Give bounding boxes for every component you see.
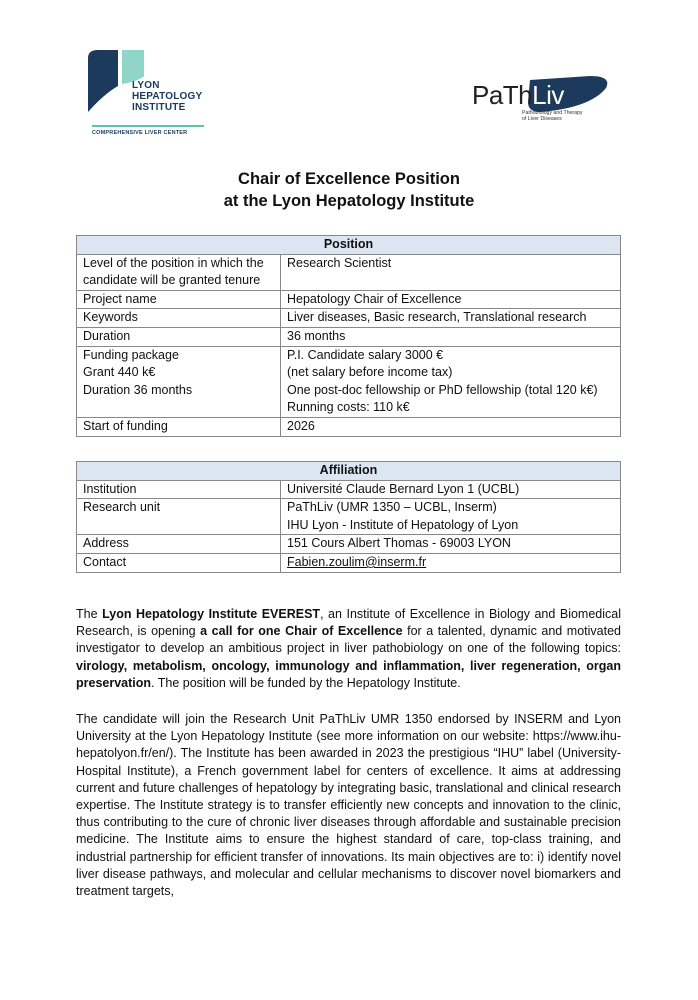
- table-row: Keywords Liver diseases, Basic research, Translational research: [77, 309, 621, 328]
- body-paragraph: The candidate will join the Research Unit PaThLiv UMR 1350 endorsed by INSERM and Lyon University at the Lyon Hepatology Institute (see more information on our website: https://www.ihu-hepatolyon.fr/en/). The Institute has been awarded in 2023 the prestigious “IHU” label (University-Hospital Institute), a French government label for centers of excellence. It aims at addressing current and future challenges of hepatology by integrating basic, translational and clinical research expertise. The Institute strategy is to transfer efficiently new concepts and innovation to the clinic, thus contributing to the cure of chronic liver diseases through affordable and sustainable precision medicine. The Institute aims to ensure the highest standard of care, top-class training, and industrial partnership for efficient transfer of innovations. Its main objectives are to: i) identify novel liver disease pathways, and molecular and cellular mechanisms to discover novel biomarkers and treatment targets,: [76, 712, 621, 899]
- table-row: Research unit PaThLiv (UMR 1350 – UCBL, Inserm) IHU Lyon - Institute of Hepatology of Lyon: [77, 499, 621, 535]
- logo-right-wordmark: PaThLiv: [472, 80, 564, 110]
- page-title: Chair of Excellence Position at the Lyon Hepatology Institute: [223, 170, 475, 210]
- table-row: Funding package Grant 440 k€ Duration 36 months P.I. Candidate salary 3000 € (net salary before income tax) One post-doc fellowship or PhD fellowship (total 120 k€) Running costs: 110 k€: [77, 346, 621, 417]
- position-table: [76, 235, 621, 437]
- table-row: Start of funding 2026: [77, 417, 621, 436]
- table-header: Position: [77, 236, 621, 255]
- pathliv-logo: [470, 74, 630, 128]
- logo-right-subtitle: Pathobiology and Therapy of Liver Diseases: [522, 110, 583, 122]
- logo-left-subtitle: COMPREHENSIVE LIVER CENTER: [92, 130, 188, 136]
- intro-paragraph: The Lyon Hepatology Institute EVEREST, an Institute of Excellence in Biology and Biomedical Research, is opening a call for one Chair of Excellence for a talented, dynamic and motivated investigator to develop an ambitious project in liver pathobiology on one of the following topics: virology, metabolism, oncology, immunology and inflammation, liver regeneration, organ preservation. The position will be funded by the Hepatology Institute.: [76, 607, 621, 690]
- table-row: Duration 36 months: [77, 327, 621, 346]
- contact-email-link[interactable]: Fabien.zoulim@inserm.fr: [287, 554, 427, 569]
- logo-left-text: LYON HEPATOLOGY INSTITUTE: [132, 80, 203, 113]
- table-row: Address 151 Cours Albert Thomas - 69003 LYON: [77, 535, 621, 554]
- table-row: Institution Université Claude Bernard Lyon 1 (UCBL): [77, 480, 621, 499]
- table-row: Level of the position in which the candidate will be granted tenure Research Scientist: [77, 254, 621, 290]
- table-row: Project name Hepatology Chair of Excellence: [77, 290, 621, 309]
- table-header: Affiliation: [77, 462, 621, 481]
- affiliation-table: [76, 461, 621, 573]
- table-row: Contact Fabien.zoulim@inserm.fr: [77, 553, 621, 572]
- lyon-hepatology-institute-logo: [84, 48, 224, 142]
- logo-divider: [92, 125, 204, 127]
